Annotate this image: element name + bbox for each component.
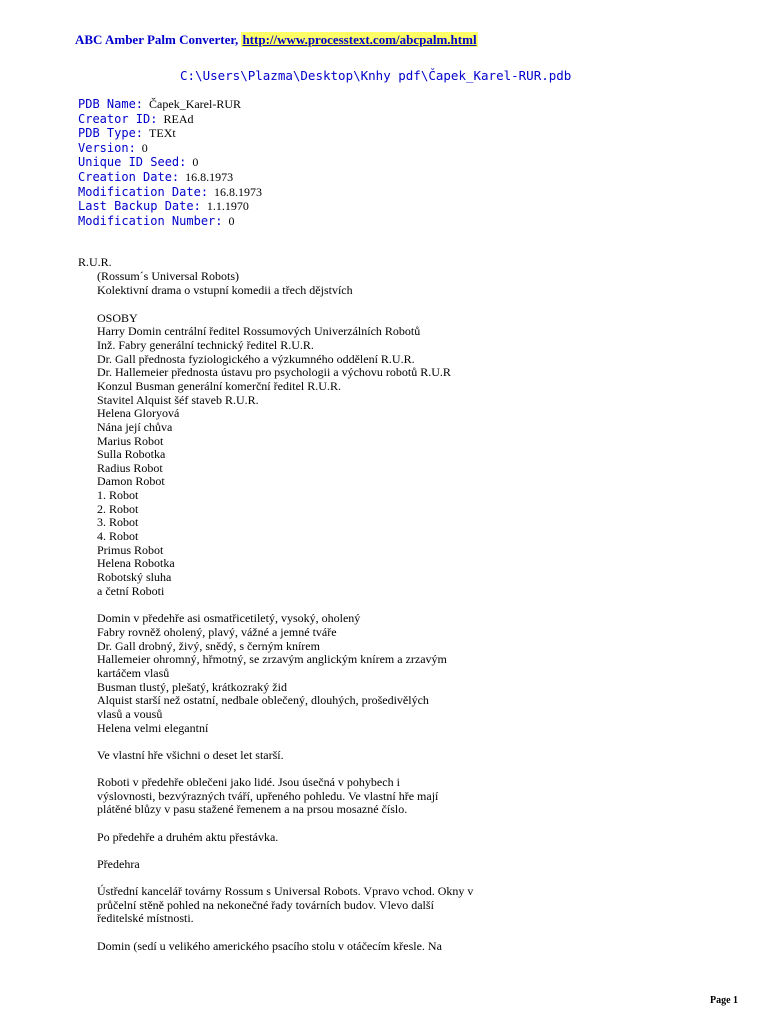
text-line: R.U.R. — [78, 255, 112, 269]
metadata-key: Version: — [78, 140, 136, 155]
metadata-value: TEXt — [149, 126, 176, 141]
text-line: Dr. Gall drobný, živý, snědý, s černým knírem — [97, 639, 320, 653]
text-line: Helena velmi elegantní — [97, 721, 209, 735]
metadata-key: Creation Date: — [78, 169, 180, 184]
metadata-row — [78, 155, 262, 170]
text-line: ředitelské místnosti. — [97, 911, 194, 925]
converter-link[interactable]: http://www.processtext.com/abcpalm.html — [242, 32, 477, 47]
text-line: Damon Robot — [97, 474, 165, 488]
metadata-value: 1.1.1970 — [206, 199, 249, 214]
metadata-key: PDB Name: — [78, 97, 144, 111]
text-line: Dr. Hallemeier přednosta ústavu pro psychologii a výchovu robotů R.U.R — [97, 365, 451, 379]
metadata-row — [78, 126, 262, 141]
metadata-value: 0 — [192, 155, 199, 170]
text-line: Roboti v předehře oblečeni jako lidé. Jsou úsečná v pohybech i — [97, 775, 400, 789]
metadata-value: 0 — [141, 140, 148, 155]
text-line: průčelní stěně pohled na nekonečné řady továrních budov. Vlevo další — [97, 898, 434, 912]
metadata-row — [78, 170, 262, 185]
text-line: Sulla Robotka — [97, 447, 166, 461]
text-line: Marius Robot — [97, 434, 164, 448]
text-line: Primus Robot — [97, 543, 164, 557]
text-line: Helena Robotka — [97, 556, 175, 570]
metadata-row — [78, 214, 262, 229]
converter-banner — [75, 32, 478, 48]
metadata-row — [78, 185, 262, 200]
text-line: 4. Robot — [97, 529, 139, 543]
text-line: plátěné blůzy v pasu stažené řemenem a na prsou mosazné číslo. — [97, 802, 408, 816]
metadata-value: 16.8.1973 — [214, 184, 263, 199]
metadata-row — [78, 199, 262, 214]
metadata-value: 0 — [228, 213, 235, 228]
text-line: Hallemeier ohromný, hřmotný, se zrzavým anglickým knírem a zrzavým — [97, 652, 447, 666]
text-line: Po předehře a druhém aktu přestávka. — [97, 830, 279, 844]
text-line: Stavitel Alquist šéf staveb R.U.R. — [97, 393, 259, 407]
text-line: Busman tlustý, plešatý, krátkozraký žid — [97, 680, 287, 694]
text-line: Harry Domin centrální ředitel Rossumových Univerzálních Robotů — [97, 324, 421, 338]
metadata-key: Unique ID Seed: — [78, 155, 187, 170]
text-line: Inž. Fabry generální technický ředitel R.U.R. — [97, 338, 314, 352]
metadata-key: Last Backup Date: — [78, 199, 201, 214]
text-line: Fabry rovněž oholený, plavý, vážné a jemné tváře — [97, 625, 337, 639]
text-line: (Rossum´s Universal Robots) — [97, 269, 239, 283]
text-line: 1. Robot — [97, 488, 139, 502]
text-line: Konzul Busman generální komerční ředitel R.U.R. — [97, 379, 341, 393]
text-line: Ústřední kancelář továrny Rossum s Universal Robots. Vpravo vchod. Okny v — [97, 884, 474, 898]
text-line: 3. Robot — [97, 515, 139, 529]
page-number: Page 1 — [710, 995, 739, 1006]
text-line: vlasů a vousů — [97, 707, 163, 721]
text-line: OSOBY — [97, 311, 138, 325]
text-line: Helena Gloryová — [97, 406, 180, 420]
text-line: Robotský sluha — [97, 570, 172, 584]
metadata-key: Creator ID: — [78, 111, 158, 126]
metadata-row — [78, 97, 262, 112]
text-line: Dr. Gall přednosta fyziologického a výzkumného oddělení R.U.R. — [97, 352, 415, 366]
text-line: a četní Roboti — [97, 584, 165, 598]
text-line: Domin v předehře asi osmatřicetiletý, vysoký, oholený — [97, 611, 361, 625]
text-line: Nána její chůva — [97, 420, 173, 434]
text-line: Ve vlastní hře všichni o deset let starší. — [97, 748, 284, 762]
file-path: C:\Users\Plazma\Desktop\Knhy pdf\Čapek_Karel-RUR.pdb — [180, 68, 572, 83]
metadata-value: REAd — [163, 111, 194, 126]
text-line: výslovnosti, bezvýrazných tváří, upřeného pohledu. Ve vlastní hře mají — [97, 789, 439, 803]
metadata-key: Modification Date: — [78, 184, 209, 199]
text-line: 2. Robot — [97, 502, 139, 516]
text-line: Kolektivní drama o vstupní komedii a třech dějstvích — [97, 283, 353, 297]
text-line: kartáčem vlasů — [97, 666, 170, 680]
metadata-value: Čapek_Karel-RUR — [149, 97, 242, 111]
metadata-value: 16.8.1973 — [185, 169, 234, 184]
metadata-row — [78, 141, 262, 156]
text-line: Alquist starší než ostatní, nedbale oblečený, dlouhých, prošedivělých — [97, 693, 429, 707]
metadata-key: Modification Number: — [78, 213, 223, 228]
pdb-metadata — [78, 97, 262, 228]
converter-title: ABC Amber Palm Converter, — [75, 32, 239, 47]
text-line: Radius Robot — [97, 461, 163, 475]
metadata-key: PDB Type: — [78, 126, 144, 141]
text-line: Domin (sedí u velikého amerického psacího stolu v otáčecím křesle. Na — [97, 939, 442, 953]
metadata-row — [78, 112, 262, 127]
text-line: Předehra — [97, 857, 140, 871]
